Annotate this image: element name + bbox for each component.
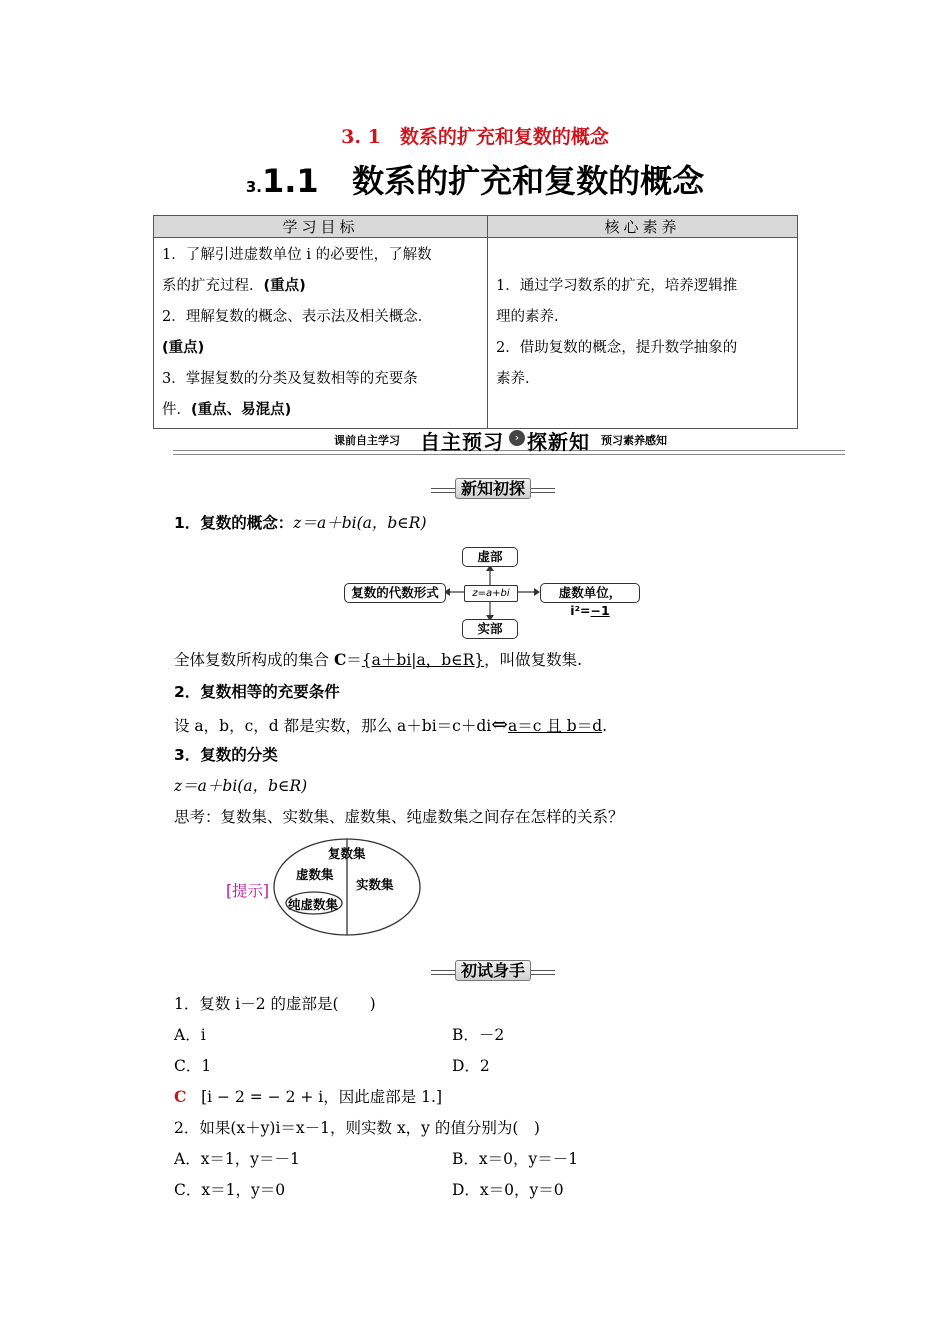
banner-big-right: 探新知 (527, 430, 590, 454)
goal-line: 2．理解复数的概念、表示法及相关概念． (162, 309, 433, 325)
literacy-line: 1．通过学习数系的扩充，培养逻辑推 (496, 278, 738, 294)
q1-answer-line (174, 1085, 442, 1107)
venn-imag: 虚数集 (296, 867, 334, 882)
think-question: 思考：复数集、实数集、虚数集、纯虚数集之间存在怎样的关系？ (174, 808, 624, 826)
goal-line: 系的扩充过程．(重点) (162, 278, 306, 294)
algebraic-form-box: 复数的代数形式 (344, 583, 446, 603)
goals-header: 学习目标 (154, 216, 488, 238)
item3-title: 3．复数的分类 (174, 746, 278, 764)
literacy-line: 素养. (496, 371, 530, 387)
item2-answer: a＝c 且 b＝d (508, 717, 603, 735)
q1-option-d: D．2 (452, 1057, 490, 1075)
banner-arrow-icon: › (509, 430, 525, 446)
iff-arrow-icon: ⇔ (491, 712, 508, 736)
q2-option-d: D．x＝0，y＝0 (452, 1181, 564, 1199)
literacy-cell (488, 238, 798, 429)
goal-line: (重点) (162, 340, 205, 356)
hint-label: [提示] (226, 882, 270, 900)
venn-complex: 复数集 (328, 846, 366, 861)
q2-stem: 2．如果(x＋y)i＝x－1，则实数 x，y 的值分别为( ) (174, 1119, 540, 1137)
goal-line: 件．(重点、易混点) (162, 402, 292, 418)
subhead-new-knowledge: 新知初探 (431, 479, 555, 499)
goals-cell (154, 238, 488, 429)
literacy-header: 核心素养 (488, 216, 798, 238)
q2-option-a: A．x＝1，y＝－1 (174, 1150, 300, 1168)
subhead-try: 初试身手 (431, 961, 555, 981)
q1-option-c: C．1 (174, 1057, 212, 1075)
center-formula-box: z=a+bi (464, 585, 518, 602)
section-number: 1.1 (262, 162, 319, 200)
literacy-line: 理的素养. (496, 309, 559, 325)
q1-stem: 1．复数 i－2 的虚部是( ) (174, 995, 376, 1013)
q1-answer: C (174, 1087, 187, 1106)
banner-left-small: 课前自主学习 (334, 434, 400, 447)
venn-real: 实数集 (356, 877, 394, 892)
q2-option-b: B．x＝0，y＝－1 (452, 1150, 579, 1168)
section-title (0, 156, 950, 202)
banner-rule (173, 450, 845, 455)
complex-form-diagram (340, 545, 640, 637)
item2-title: 2．复数相等的充要条件 (174, 683, 340, 701)
chapter-title: 3. 1 数系的扩充和复数的概念 (341, 126, 609, 148)
item2-line: 设 a，b，c，d 都是实数，那么 a＋bi＝c＋di⇔a＝c 且 b＝d. (174, 712, 608, 736)
q1-option-a: A．i (174, 1026, 206, 1044)
goals-table (153, 215, 798, 429)
imag-part-box: 虚部 (462, 547, 518, 567)
section-banner (173, 426, 845, 454)
item3-formula: z＝a＋bi(a，b∈R) (174, 777, 308, 795)
q2-option-c: C．x＝1，y＝0 (174, 1181, 286, 1199)
goal-line: 1．了解引进虚数单位 i 的必要性，了解数 (162, 247, 432, 263)
item1-formula: z＝a＋bi(a，b∈R) (293, 514, 427, 532)
goal-line: 3．掌握复数的分类及复数相等的充要条 (162, 371, 418, 387)
item1-line (174, 511, 427, 533)
banner-big-left: 自主预习 (420, 430, 504, 454)
section-title-text: 数系的扩充和复数的概念 (352, 162, 705, 200)
real-part-box: 实部 (462, 619, 518, 639)
imag-unit-box: 虚数单位，i²=−1 (540, 583, 640, 603)
set-answer: {a＋bi|a，b∈R} (361, 651, 485, 669)
venn-pure-imag: 纯虚数集 (288, 897, 339, 912)
item1-title: 1．复数的概念： (174, 514, 294, 532)
banner-right-small: 预习素养感知 (601, 434, 667, 447)
complex-set-line: 全体复数所构成的集合 C＝{a＋bi|a，b∈R}，叫做复数集. (174, 650, 583, 669)
literacy-line: 2．借助复数的概念，提升数学抽象的 (496, 340, 738, 356)
section-prefix: 3. (245, 178, 262, 196)
q1-option-b: B．－2 (452, 1026, 505, 1044)
venn-diagram (272, 837, 422, 937)
q1-explain: [i − 2 = − 2 + i，因此虚部是 1.] (201, 1088, 443, 1106)
